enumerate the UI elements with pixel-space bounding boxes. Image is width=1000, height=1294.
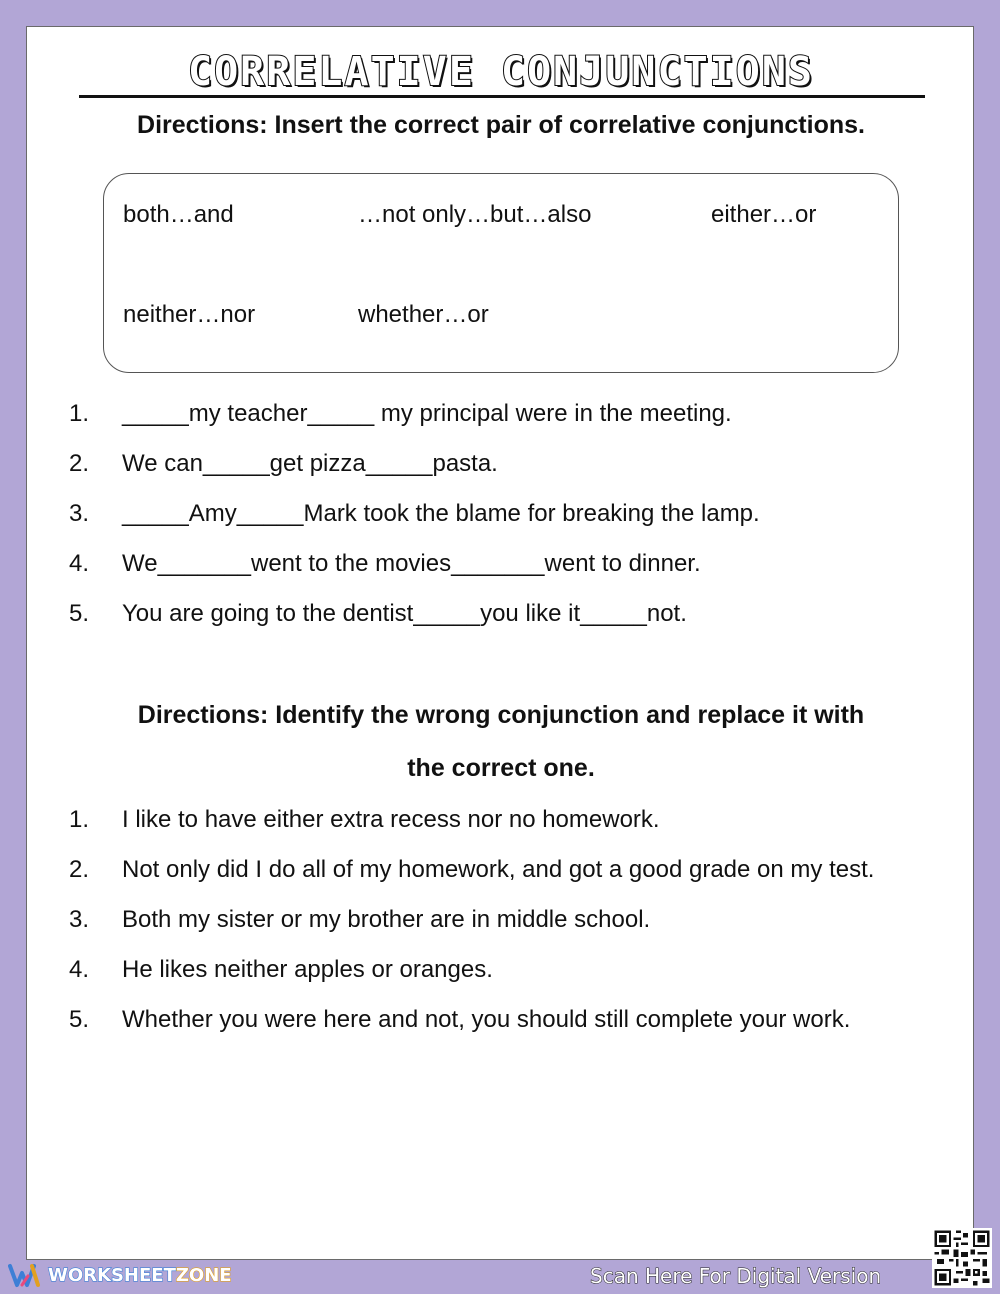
scan-caption: Scan Here For Digital Version [590, 1264, 882, 1288]
item-text: Not only did I do all of my homework, and got a good grade on my test. [122, 856, 875, 883]
word-bank-item: either…or [711, 201, 817, 228]
item-number: 1. [69, 400, 90, 427]
item-number: 2. [69, 450, 90, 477]
item-number: 5. [69, 600, 90, 627]
item-number: 3. [69, 906, 90, 933]
word-bank-item: both…and [123, 201, 234, 228]
section1-question-list [27, 389, 975, 639]
word-bank-item: …not only…but…also [358, 201, 592, 228]
qr-code-icon[interactable] [932, 1228, 992, 1288]
item-number: 4. [69, 956, 90, 983]
logo-text-zone: ZONE [175, 1264, 232, 1286]
list-item [27, 845, 975, 895]
word-bank-item: neither…nor [123, 301, 256, 328]
item-number: 2. [69, 856, 90, 883]
item-text: _____my teacher_____ my principal were in the meeting. [122, 400, 732, 427]
word-bank [103, 173, 899, 373]
list-item [27, 389, 975, 439]
list-item [27, 895, 975, 945]
list-item [27, 539, 975, 589]
section2-question-list [27, 795, 975, 1045]
item-number: 1. [69, 806, 90, 833]
word-bank-item: whether…or [358, 301, 489, 328]
title-underline [79, 95, 925, 98]
item-text: Both my sister or my brother are in middle school. [122, 906, 651, 933]
worksheet-page [26, 26, 974, 1260]
section2-directions [27, 689, 975, 795]
logo-text-worksheet: WORKSHEET [48, 1264, 176, 1286]
list-item [27, 589, 975, 639]
item-text: He likes neither apples or oranges. [122, 956, 493, 983]
list-item [27, 945, 975, 995]
item-number: 4. [69, 550, 90, 577]
section2-directions-line2: the correct one. [407, 754, 595, 782]
item-number: 5. [69, 1006, 90, 1033]
list-item [27, 439, 975, 489]
section1-directions: Directions: Insert the correct pair of correlative conjunctions. [137, 111, 865, 139]
item-text: We can_____get pizza_____pasta. [122, 450, 498, 477]
page-title: CORRELATIVE CONJUNCTIONS [188, 49, 814, 95]
item-text: We_______went to the movies_______went to dinner. [122, 550, 701, 577]
list-item [27, 795, 975, 845]
logo-text [48, 1265, 232, 1286]
item-text: You are going to the dentist_____you like it_____not. [122, 600, 687, 627]
item-text: _____Amy_____Mark took the blame for breaking the lamp. [122, 500, 760, 527]
worksheetzone-logo[interactable] [8, 1262, 232, 1288]
list-item [27, 489, 975, 539]
item-number: 3. [69, 500, 90, 527]
item-text: Whether you were here and not, you should still complete your work. [122, 1006, 851, 1033]
item-text: I like to have either extra recess nor no homework. [122, 806, 660, 833]
section2-directions-line1: Directions: Identify the wrong conjunction and replace it with [137, 701, 865, 729]
logo-w-icon [8, 1262, 48, 1288]
list-item [27, 995, 975, 1045]
